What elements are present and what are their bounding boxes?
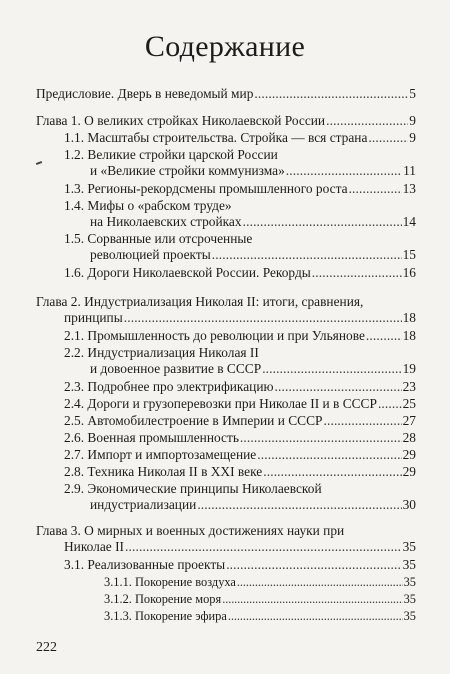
- toc-entry-preface[interactable]: Предисловие. Дверь в неведомый мир . . . 5: [36, 86, 416, 102]
- toc-entry-1-6[interactable]: 1.6. Дороги Николаевской России. Рекорды . . . 16: [64, 265, 416, 281]
- page-number: 222: [36, 640, 57, 655]
- toc-entry-2-4[interactable]: 2.4. Дороги и грузоперевозки при Николае II и в СССР . . . 25: [64, 396, 416, 412]
- toc-entry-2-6[interactable]: 2.6. Военная промышленность . . . 28: [64, 430, 416, 446]
- toc-entry-chapter-1[interactable]: Глава 1. О великих стройках Николаевской России . . . 9: [36, 113, 416, 129]
- pencil-mark: [36, 161, 42, 165]
- toc-entry-chapter-3[interactable]: Глава 3. О мирных и военных достижениях науки при Николае II . . . 35: [36, 523, 416, 555]
- toc-entry-2-2[interactable]: 2.2. Индустриализация Николая II и довоенное развитие в СССР . . . 19: [64, 345, 416, 377]
- toc-entry-3-1-2[interactable]: 3.1.2. Покорение моря . . . 35: [104, 591, 416, 607]
- toc-entry-2-8[interactable]: 2.8. Техника Николая II в XXI веке . . . 29: [64, 464, 416, 480]
- toc-entry-2-5[interactable]: 2.5. Автомобилестроение в Империи и СССР . . . 27: [64, 413, 416, 429]
- toc-entry-2-9[interactable]: 2.9. Экономические принципы Николаевской индустриализации . . . 30: [64, 481, 416, 513]
- toc-entry-1-3[interactable]: 1.3. Регионы-рекордсмены промышленного роста . . . 13: [64, 181, 416, 197]
- toc-entry-1-5[interactable]: 1.5. Сорванные или отсроченные революцией проекты . . . 15: [64, 231, 416, 263]
- toc-entry-2-7[interactable]: 2.7. Импорт и импортозамещение . . . 29: [64, 447, 416, 463]
- toc-entry-1-2[interactable]: 1.2. Великие стройки царской России и «Великие стройки коммунизма» . . . 11: [64, 147, 416, 179]
- toc-entry-1-1[interactable]: 1.1. Масштабы строительства. Стройка — вся страна . . . 9: [64, 130, 416, 146]
- page-title: Содержание: [144, 30, 306, 63]
- toc-entry-chapter-2[interactable]: Глава 2. Индустриализация Николая II: итоги, сравнения, принципы . . . 18: [36, 294, 416, 326]
- toc-entry-1-4[interactable]: 1.4. Мифы о «рабском труде» на Николаевских стройках . . . 14: [64, 198, 416, 230]
- toc-entry-3-1-1[interactable]: 3.1.1. Покорение воздуха . . . 35: [104, 574, 416, 590]
- toc-entry-3-1-3[interactable]: 3.1.3. Покорение эфира . . . 35: [104, 608, 416, 624]
- toc-entry-2-1[interactable]: 2.1. Промышленность до революции и при Ульянове . . . 18: [64, 328, 416, 344]
- toc-entry-2-3[interactable]: 2.3. Подробнее про электрификацию . . . 23: [64, 379, 416, 395]
- toc-entry-3-1[interactable]: 3.1. Реализованные проекты . . . 35: [64, 557, 416, 573]
